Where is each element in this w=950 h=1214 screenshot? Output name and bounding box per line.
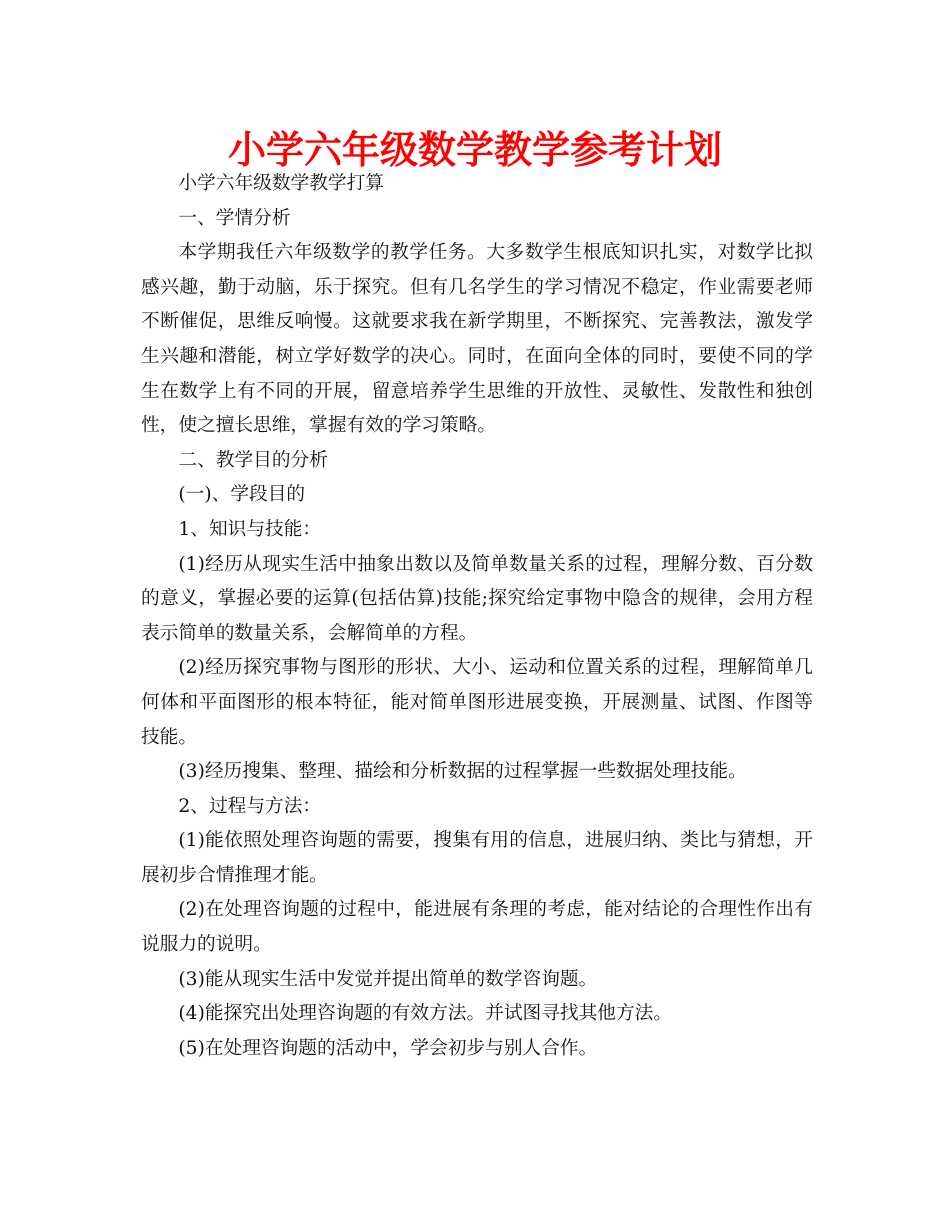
list-item: (2)在处理咨询题的过程中，能进展有条理的考虑，能对结论的合理性作出有说服力的说明。 bbox=[141, 899, 813, 956]
document-body bbox=[141, 167, 813, 1066]
list-item: (4)能探究出处理咨询题的有效方法。并试图寻找其他方法。 bbox=[178, 1003, 673, 1025]
list-item: (3)能从现实生活中发觉并提出简单的数学咨询题。 bbox=[178, 968, 598, 990]
document-title: 小学六年级数学教学参考计划 bbox=[227, 128, 722, 172]
list-item: (5)在处理咨询题的活动中，学会初步与别人合作。 bbox=[178, 1037, 598, 1059]
section-heading-teaching-goals: 二、教学目的分析 bbox=[178, 449, 328, 471]
paragraph-learning-analysis: 本学期我任六年级数学的教学任务。大多数学生根底知识扎实，对数学比拟感兴趣，勤于动脑，乐于探究。但有几名学生的学习情况不稳定，作业需要老师不断催促，思维反响慢。这就要求我在新学期里，不断探究、完善教法，激发学生兴趣和潜能，树立学好数学的决心。同时，在面向全体的同时，要使不同的学生在数学上有不同的开展，留意培养学生思维的开放性、灵敏性、发散性和独创性，使之擅长思维，掌握有效的学习策略。 bbox=[141, 242, 813, 437]
section-heading-learning-analysis: 一、学情分析 bbox=[178, 207, 291, 229]
list-item: (1)经历从现实生活中抽象出数以及简单数量关系的过程，理解分数、百分数的意义，掌握必要的运算(包括估算)技能;探究给定事物中隐含的规律，会用方程表示简单的数量关系，会解简单的方程。 bbox=[141, 553, 813, 644]
subsection-heading-stage-goals: (一)、学段目的 bbox=[178, 484, 306, 506]
item-heading-process-methods: 2、过程与方法： bbox=[178, 795, 322, 817]
list-item: (2)经历探究事物与图形的形状、大小、运动和位置关系的过程，理解简单几何体和平面图形的根本特征，能对简单图形进展变换，开展测量、试图、作图等技能。 bbox=[141, 657, 813, 748]
list-item: (3)经历搜集、整理、描绘和分析数据的过程掌握一些数据处理技能。 bbox=[178, 761, 747, 783]
doc-subtitle: 小学六年级数学教学打算 bbox=[178, 173, 384, 194]
list-item: (1)能依照处理咨询题的需要，搜集有用的信息，进展归纳、类比与猜想，开展初步合情推理才能。 bbox=[141, 830, 813, 886]
item-heading-knowledge-skills: 1、知识与技能： bbox=[178, 518, 322, 540]
